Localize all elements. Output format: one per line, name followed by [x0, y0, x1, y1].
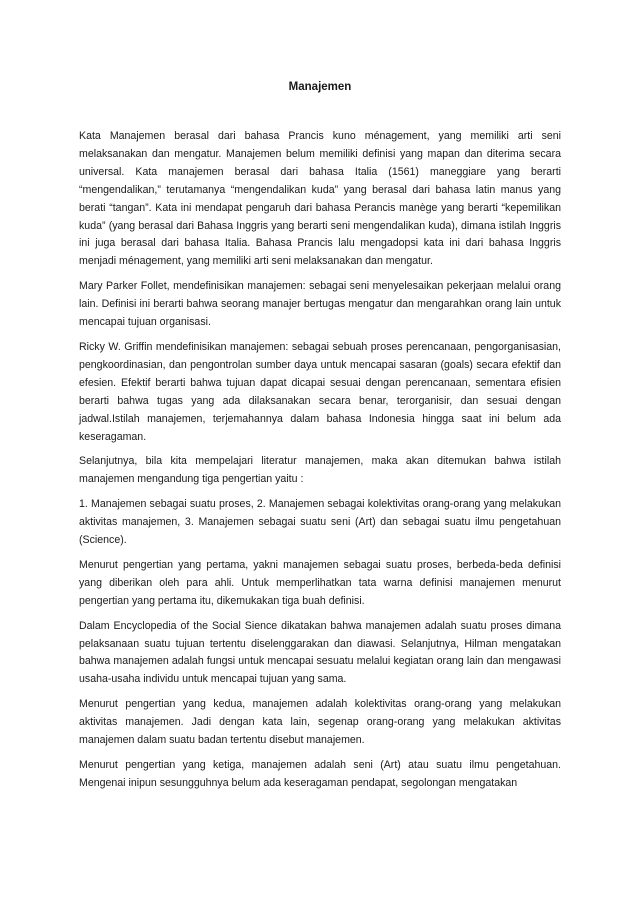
- paragraph-second-meaning: Menurut pengertian yang kedua, manajemen adalah kolektivitas orang-orang yang melakukan aktivitas manajemen. Jadi dengan kata lain, segenap orang-orang yang melakukan aktivitas manajemen dalam suatu badan tertentu disebut manajemen.: [79, 698, 561, 747]
- paragraph-encyclopedia-definition: Dalam Encyclopedia of the Social Sience dikatakan bahwa manajemen adalah suatu proses dimana pelaksanaan suatu tujuan tertentu diselenggarakan dan diawasi. Selanjutnya, Hilman mengatakan bahwa manajemen adalah fungsi untuk mencapai sesuatu melalui kegiatan orang lain dan mengawasi usaha-usaha individu untuk mencapai tujuan yang sama.: [79, 619, 561, 686]
- paragraph-follet-definition: Mary Parker Follet, mendefinisikan manajemen: sebagai seni menyelesaikan pekerjaan melalui orang lain. Definisi ini berarti bahwa seorang manajer bertugas mengatur dan mengarahkan orang lain untuk mencapai tujuan organisasi.: [79, 280, 561, 329]
- paragraph-griffin-definition: Ricky W. Griffin mendefinisikan manajemen: sebagai sebuah proses perencanaan, pengorganisasian, pengkoordinasian, dan pengontrolan sumber daya untuk mencapai sasaran (goals) secara efektif dan efesien. Efektif berarti bahwa tujuan dapat dicapai sesuai dengan perencanaan, sementara efisien berarti bahwa tugas yang ada dilaksanakan secara benar, terorganisir, dan sesuai dengan jadwal.Istilah manajemen, terjemahannya dalam bahasa Indonesia hingga saat ini belum ada keseragaman.: [79, 340, 561, 443]
- document-page: [79, 79, 561, 800]
- paragraph-third-meaning: Menurut pengertian yang ketiga, manajemen adalah seni (Art) atau suatu ilmu pengetahuan. Mengenai inipun sesungguhnya belum ada keseragaman pendapat, segolongan mengatakan: [79, 759, 561, 789]
- paragraph-three-meanings-intro: Selanjutnya, bila kita mempelajari literatur manajemen, maka akan ditemukan bahwa istilah manajemen mengandung tiga pengertian yaitu :: [79, 455, 561, 486]
- paragraph-three-meanings-list: 1. Manajemen sebagai suatu proses, 2. Manajemen sebagai kolektivitas orang-orang yang melakukan aktivitas manajemen, 3. Manajemen sebagai suatu seni (Art) dan sebagai suatu ilmu pengetahuan (Science).: [79, 498, 561, 547]
- document-title: Manajemen: [288, 81, 352, 93]
- paragraph-first-meaning: Menurut pengertian yang pertama, yakni manajemen sebagai suatu proses, berbeda-beda definisi yang diberikan oleh para ahli. Untuk memperlihatkan tata warna definisi manajemen menurut pengertian yang pertama itu, dikemukakan tiga buah definisi.: [79, 558, 561, 607]
- paragraph-etymology: Kata Manajemen berasal dari bahasa Prancis kuno ménagement, yang memiliki arti seni melaksanakan dan mengatur. Manajemen belum memiliki definisi yang mapan dan diterima secara universal. Kata manajemen berasal dari bahasa Italia (1561) maneggiare yang berarti “mengendalikan,” terutamanya “mengendalikan kuda” yang berasal dari bahasa latin manus yang berati “tangan”. Kata ini mendapat pengaruh dari bahasa Perancis manège yang berarti “kepemilikan kuda” (yang berasal dari Bahasa Inggris yang berarti seni mengendalikan kuda), dimana istilah Inggris ini juga berasal dari bahasa Italia. Bahasa Prancis lalu mengadopsi kata ini dari bahasa Inggris menjadi ménagement, yang memiliki arti seni melaksanakan dan mengatur.: [79, 130, 561, 268]
